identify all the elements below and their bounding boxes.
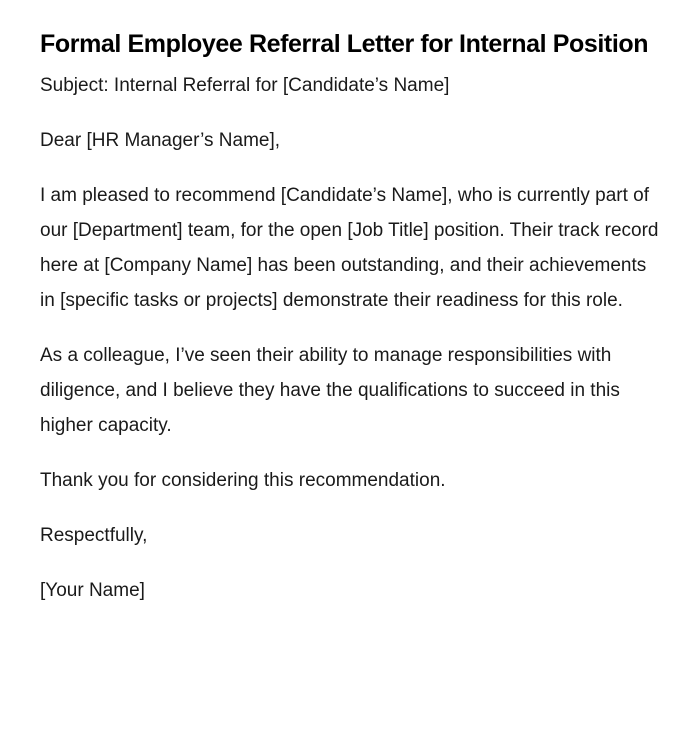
body-paragraph: As a colleague, I’ve seen their ability to manage responsibilities with diligence, and I believe they have the qualifications to succeed in this higher capacity. [40, 345, 620, 436]
letter-title: Formal Employee Referral Letter for Internal Position [40, 30, 649, 58]
signature-name: [Your Name] [40, 580, 145, 601]
letter-document [40, 22, 660, 628]
salutation: Dear [HR Manager’s Name], [40, 130, 281, 151]
sign-off: Respectfully, [40, 525, 148, 546]
body-paragraph: I am pleased to recommend [Candidate’s Name], who is currently part of our [Department] team, for the open [Job Title] position. Their track record here at [Company Name] has been outstanding, and their achievements in [specific tasks or projects] demonstrate their readiness for this role. [40, 185, 659, 311]
closing-paragraph: Thank you for considering this recommendation. [40, 470, 446, 491]
subject-line: Subject: Internal Referral for [Candidate’s Name] [40, 75, 450, 96]
